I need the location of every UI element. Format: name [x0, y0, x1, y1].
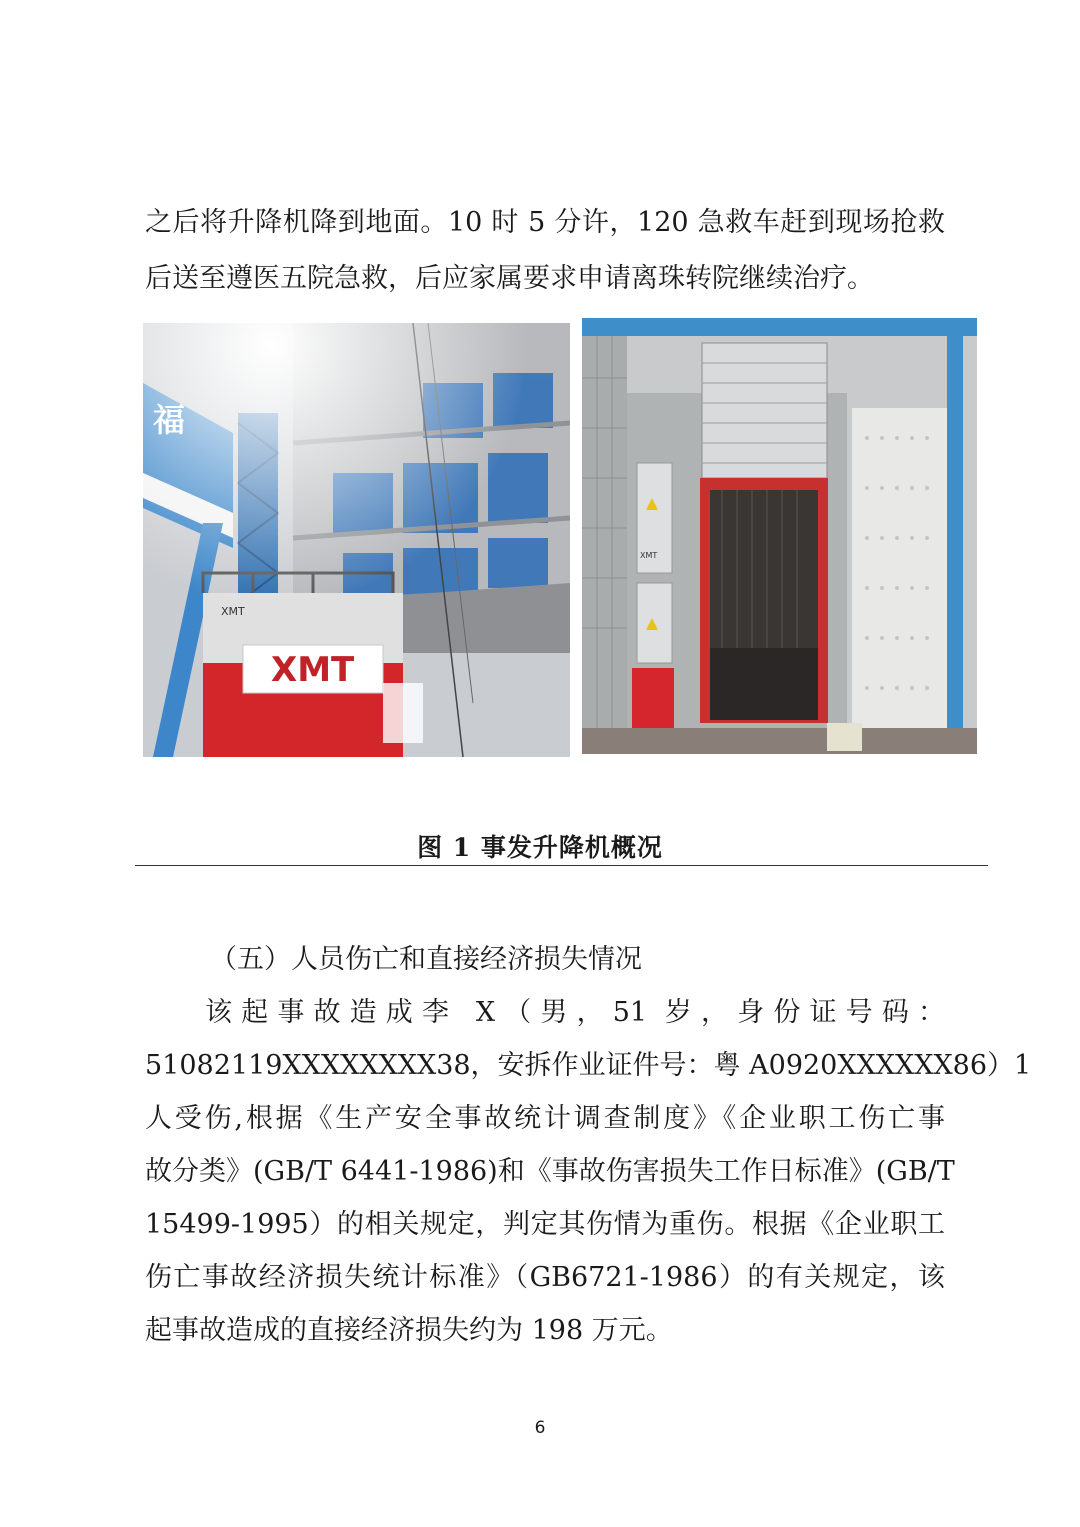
figure-caption: 图 1 事发升降机概况	[417, 833, 663, 862]
body-line-2: 51082119XXXXXXXX38，安拆作业证件号：粤 A0920XXXXXX86）1	[145, 1050, 1032, 1081]
intro-line-1: 之后将升降机降到地面。10 时 5 分许，120 急救车赶到现场抢救	[145, 207, 945, 238]
caption-rule	[135, 865, 988, 866]
body-line-7: 起事故造成的直接经济损失约为 198 万元。	[145, 1315, 673, 1346]
intro-line-2: 后送至遵医五院急救，后应家属要求申请离珠转院继续治疗。	[145, 263, 874, 294]
body-line-5: 15499-1995）的相关规定，判定其伤情为重伤。根据《企业职工	[145, 1209, 945, 1240]
panel-logo: XMT	[640, 551, 658, 560]
body-line-6: 伤亡事故经济损失统计标准》（GB6721-1986）的有关规定，该	[145, 1262, 945, 1293]
page-number: 6	[534, 1418, 546, 1438]
body-line-4: 故分类》(GB/T 6441-1986)和《事故伤害损失工作日标准》(GB/T	[145, 1156, 955, 1187]
body-line-1: 该起事故造成李 X（男，51 岁，身份证号码：	[205, 997, 945, 1028]
figure-photo-right	[582, 318, 977, 754]
body-line-3: 人受伤,根据《生产安全事故统计调查制度》《企业职工伤亡事	[145, 1103, 945, 1134]
figure-photo-left	[143, 323, 570, 757]
section-heading: （五）人员伤亡和直接经济损失情况	[210, 944, 642, 975]
